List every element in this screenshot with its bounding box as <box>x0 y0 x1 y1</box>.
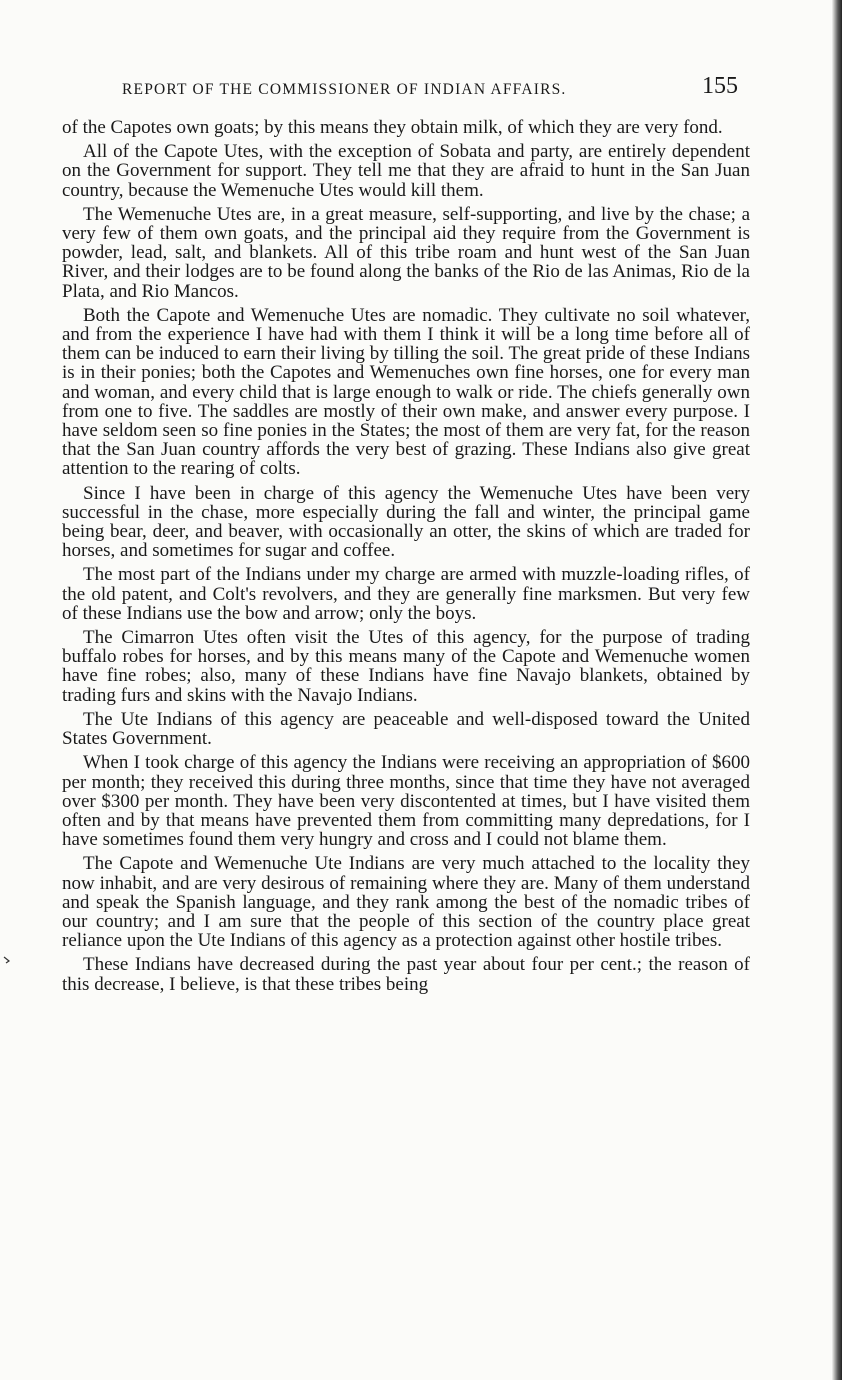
paragraph-5: Since I have been in charge of this agency the Wemenuche Utes have been very successful in the chase, more especially during the fall and winter, the principal game being bear, deer, and beaver, with occasionally an otter, the skins of which are traded for horses, and sometimes for sugar and coffee. <box>62 482 750 562</box>
paragraph-11: These Indians have decreased during the past year about four per cent.; the reason of this decrease, I believe, is that these tribes being <box>62 954 750 995</box>
paragraph-7: The Cimarron Utes often visit the Utes of this agency, for the purpose of trading buffalo robes for horses, and by this means many of the Capote and Wemenuche women have fine robes; also, many of these Indians have fine Navajo blankets, obtained by trading furs and skins with the Navajo Indians. <box>62 627 750 706</box>
body-text <box>62 118 750 999</box>
paragraph-9: When I took charge of this agency the Indians were receiving an appropriation of $600 per month; they received this during three months, since that time they have not averaged over $300 per month. They have been very discontented at times, but I have visited them often and by that means have prevented them from committing many depredations, for I have sometimes found them very hungry and cross and I could not blame them. <box>62 752 750 851</box>
paragraph-10: The Capote and Wemenuche Ute Indians are very much attached to the locality they now inhabit, and are very desirous of remaining where they are. Many of them understand and speak the Spanish language, and they rank among the best of the nomadic tribes of our country; and I am sure that the people of this section of the country place great reliance upon the Ute Indians of this agency as a protection against other hostile tribes. <box>62 853 750 952</box>
paragraph-4: Both the Capote and Wemenuche Utes are nomadic. They cultivate no soil whatever, and from the experience I have had with them I think it will be a long time before all of them can be induced to earn their living by tilling the soil. The great pride of these Indians is in their ponies; both the Capotes and Wemenuches own fine horses, one for every man and woman, and every child that is large enough to walk or ride. The chiefs generally own from one to five. The saddles are mostly of their own make, and answer every purpose. I have seldom seen so fine ponies in the States; the most of them are very fat, for the reason that the San Juan country affords the very best of grazing. These Indians also give great attention to the rearing of colts. <box>62 304 750 480</box>
page-header <box>60 72 750 102</box>
running-head: REPORT OF THE COMMISSIONER OF INDIAN AFFAIRS. <box>122 81 567 98</box>
paragraph-2: All of the Capote Utes, with the exception of Sobata and party, are entirely dependent on the Government for support. They tell me that they are afraid to hunt in the San Juan country, because the Wemenuche Utes would kill them. <box>62 141 750 201</box>
page-number: 155 <box>702 73 738 99</box>
page-edge-shadow <box>832 0 842 1380</box>
paragraph-1: of the Capotes own goats; by this means they obtain milk, of which they are very fond. <box>62 117 723 138</box>
paragraph-8: The Ute Indians of this agency are peaceable and well-disposed toward the United States Government. <box>62 708 750 750</box>
paragraph-3: The Wemenuche Utes are, in a great measure, self-supporting, and live by the chase; a very few of them own goats, and the principal aid they require from the Government is powder, lead, salt, and blankets. All of this tribe roam and hunt west of the San Juan River, and their lodges are to be found along the banks of the Rio de las Animas, Rio de la Plata, and Rio Mancos. <box>62 203 750 302</box>
margin-mark-icon <box>3 956 11 964</box>
paragraph-6: The most part of the Indians under my charge are armed with muzzle-loading rifles, of the old patent, and Colt's revolvers, and they are generally fine marksmen. But very few of these Indians use the bow and arrow; only the boys. <box>62 564 750 624</box>
